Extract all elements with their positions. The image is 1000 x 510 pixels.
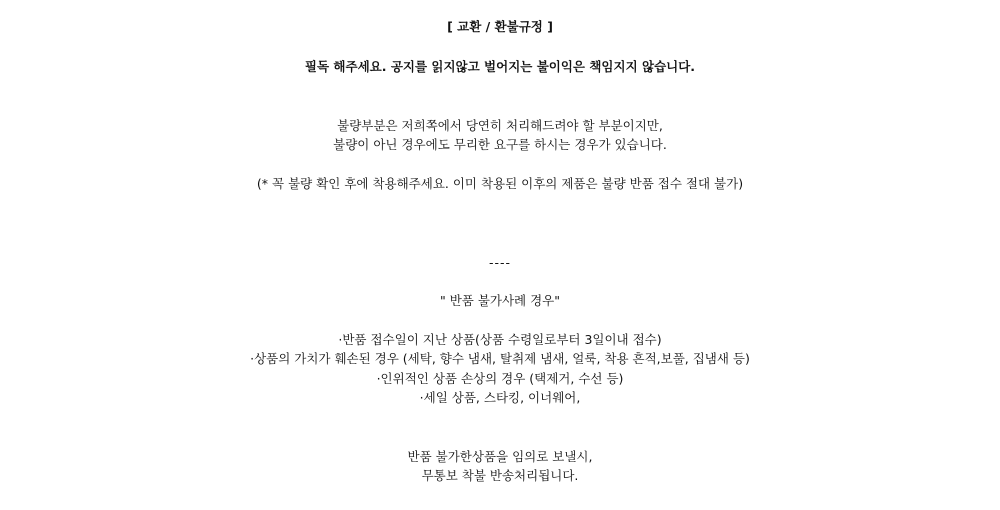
list-item: ·인위적인 상품 손상의 경우 (택제거, 수선 등)	[376, 371, 624, 386]
return-warning-line-2: 무통보 착불 반송처리됩니다.	[421, 468, 579, 483]
list-item: ·세일 상품, 스타킹, 이너웨어,	[419, 390, 581, 405]
section-divider: ----	[488, 255, 512, 270]
list-item: ·반품 접수일이 지난 상품(상품 수령일로부터 3일이내 접수)	[338, 332, 662, 347]
policy-title: [ 교환 / 환불규정 ]	[447, 19, 553, 34]
return-warning-line-1: 반품 불가한상품을 임의로 보낼시,	[407, 449, 593, 464]
non-returnable-heading: " 반품 불가사례 경우"	[439, 293, 561, 308]
defect-paragraph-line-1: 불량부분은 저희쪽에서 당연히 처리해드려야 할 부분이지만,	[337, 118, 663, 133]
inspection-note: (* 꼭 불량 확인 후에 착용해주세요. 이미 착용된 이후의 제품은 불량 반품 접수 절대 불가)	[256, 176, 744, 191]
required-reading-notice: 필독 해주세요. 공지를 읽지않고 벌어지는 불이익은 책임지지 않습니다.	[304, 59, 696, 74]
list-item: ·상품의 가치가 훼손된 경우 (세탁, 향수 냄새, 탈취제 냄새, 얼룩, 착용 흔적,보풀, 집냄새 등)	[250, 351, 750, 366]
defect-paragraph-line-2: 불량이 아닌 경우에도 무리한 요구를 하시는 경우가 있습니다.	[333, 137, 667, 152]
